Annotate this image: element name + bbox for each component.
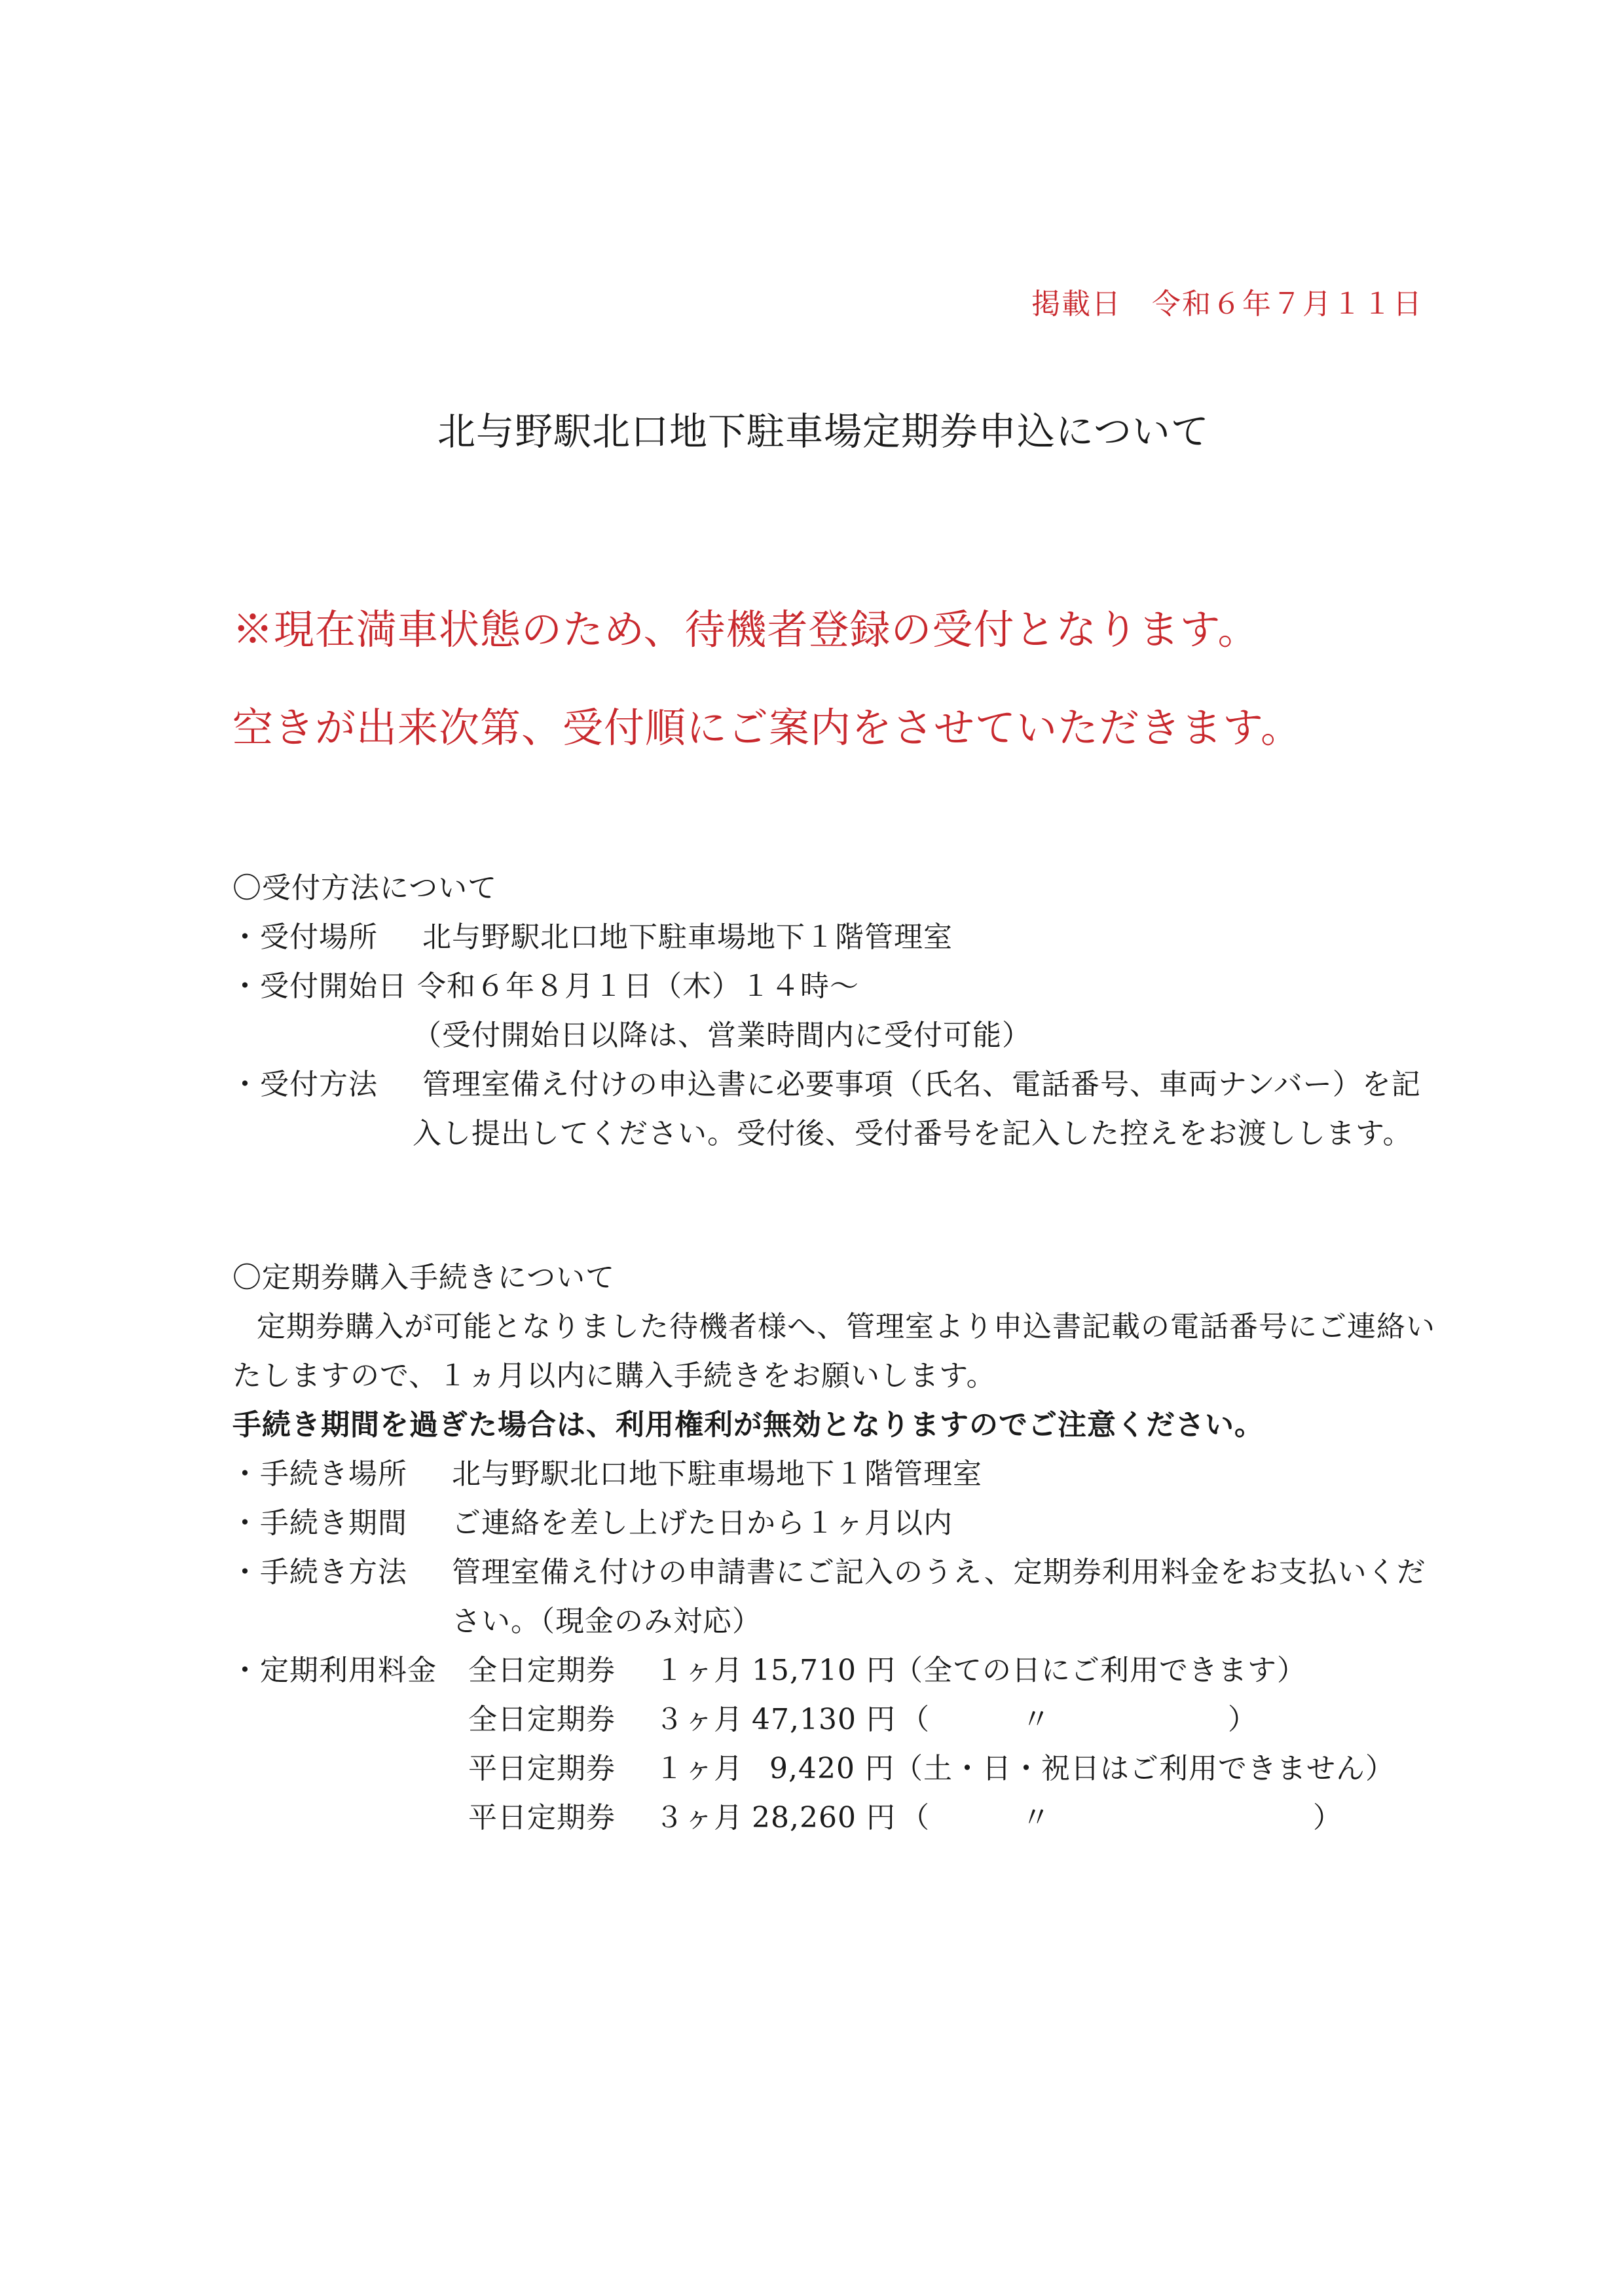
purchase-warning: 手続き期間を過ぎた場合は、利用権利が無効となりますのでご注意ください。 [232,1408,1264,1442]
purchase-place-label: ・手続き場所 [231,1457,407,1491]
purchase-method-line2: さい。（現金のみ対応） [452,1605,762,1638]
reception-place-value: 北与野駅北口地下駐車場地下１階管理室 [422,920,953,954]
purchase-period-label: ・手続き期間 [231,1506,407,1540]
fee-row-type: 平日定期券 [468,1752,616,1785]
fee-row-note: （土・日・祝日はご利用できません） [894,1752,1395,1785]
reception-place-label: ・受付場所 [231,920,378,954]
reception-method-line2: 入し提出してください。受付後、受付番号を記入した控えをお渡しします。 [413,1117,1412,1150]
ditto-mark: 〃 [1022,1703,1051,1736]
purchase-intro-line2: たしますので、１ヵ月以内に購入手続きをお願いします。 [232,1359,996,1393]
purchase-intro-line1: 定期券購入が可能となりました待機者様へ、管理室より申込書記載の電話番号にご連絡い [257,1310,1435,1343]
purchase-method-label: ・手続き方法 [231,1556,407,1589]
purchase-method-line1: 管理室備え付けの申請書にご記入のうえ、定期券利用料金をお支払いくだ [452,1556,1426,1589]
fee-row-note-open: （ [900,1801,930,1834]
fee-row-type: 全日定期券 [468,1703,616,1736]
ditto-mark: 〃 [1022,1801,1051,1834]
page-title: 北与野駅北口地下駐車場定期券申込について [437,409,1209,454]
reception-method-line1: 管理室備え付けの申込書に必要事項（氏名、電話番号、車両ナンバー）を記 [422,1068,1421,1101]
posted-date: 掲載日 令和６年７月１１日 [1031,287,1423,321]
fee-row-term: １ヶ月 [655,1752,743,1785]
fee-row-type: 全日定期券 [468,1654,616,1687]
fee-row-term: ３ヶ月 [655,1801,743,1834]
purchase-period-value: ご連絡を差し上げた日から１ヶ月以内 [452,1506,953,1540]
fee-row-term: １ヶ月 [655,1654,743,1687]
notice-full: ※現在満車状態のため、待機者登録の受付となります。 [232,606,1259,653]
purchase-heading: 〇定期券購入手続きについて [232,1261,616,1294]
fee-row-type: 平日定期券 [468,1801,616,1834]
purchase-place-value: 北与野駅北口地下駐車場地下１階管理室 [452,1457,982,1491]
fee-row-note-open: （ [900,1703,930,1736]
fee-row-price: 9,420 円 [769,1752,895,1785]
fee-row-note-close: ） [1313,1801,1342,1834]
fee-row-price: 28,260 円 [752,1801,896,1834]
reception-start-note: （受付開始日以降は、営業時間内に受付可能） [413,1019,1031,1052]
reception-start-value: 令和６年８月１日（木）１４時～ [417,970,859,1003]
fee-row-price: 15,710 円 [752,1654,896,1687]
notice-waitlist: 空きが出来次第、受付順にご案内をさせていただきます。 [232,704,1302,752]
purchase-fee-label: ・定期利用料金 [231,1654,437,1687]
reception-start-label: ・受付開始日 [231,970,407,1003]
fee-row-term: ３ヶ月 [655,1703,743,1736]
fee-row-note: （全ての日にご利用できます） [894,1654,1306,1687]
fee-row-note-close: ） [1228,1703,1257,1736]
reception-heading: 〇受付方法について [232,871,498,905]
reception-method-label: ・受付方法 [231,1068,378,1101]
fee-row-price: 47,130 円 [752,1703,896,1736]
